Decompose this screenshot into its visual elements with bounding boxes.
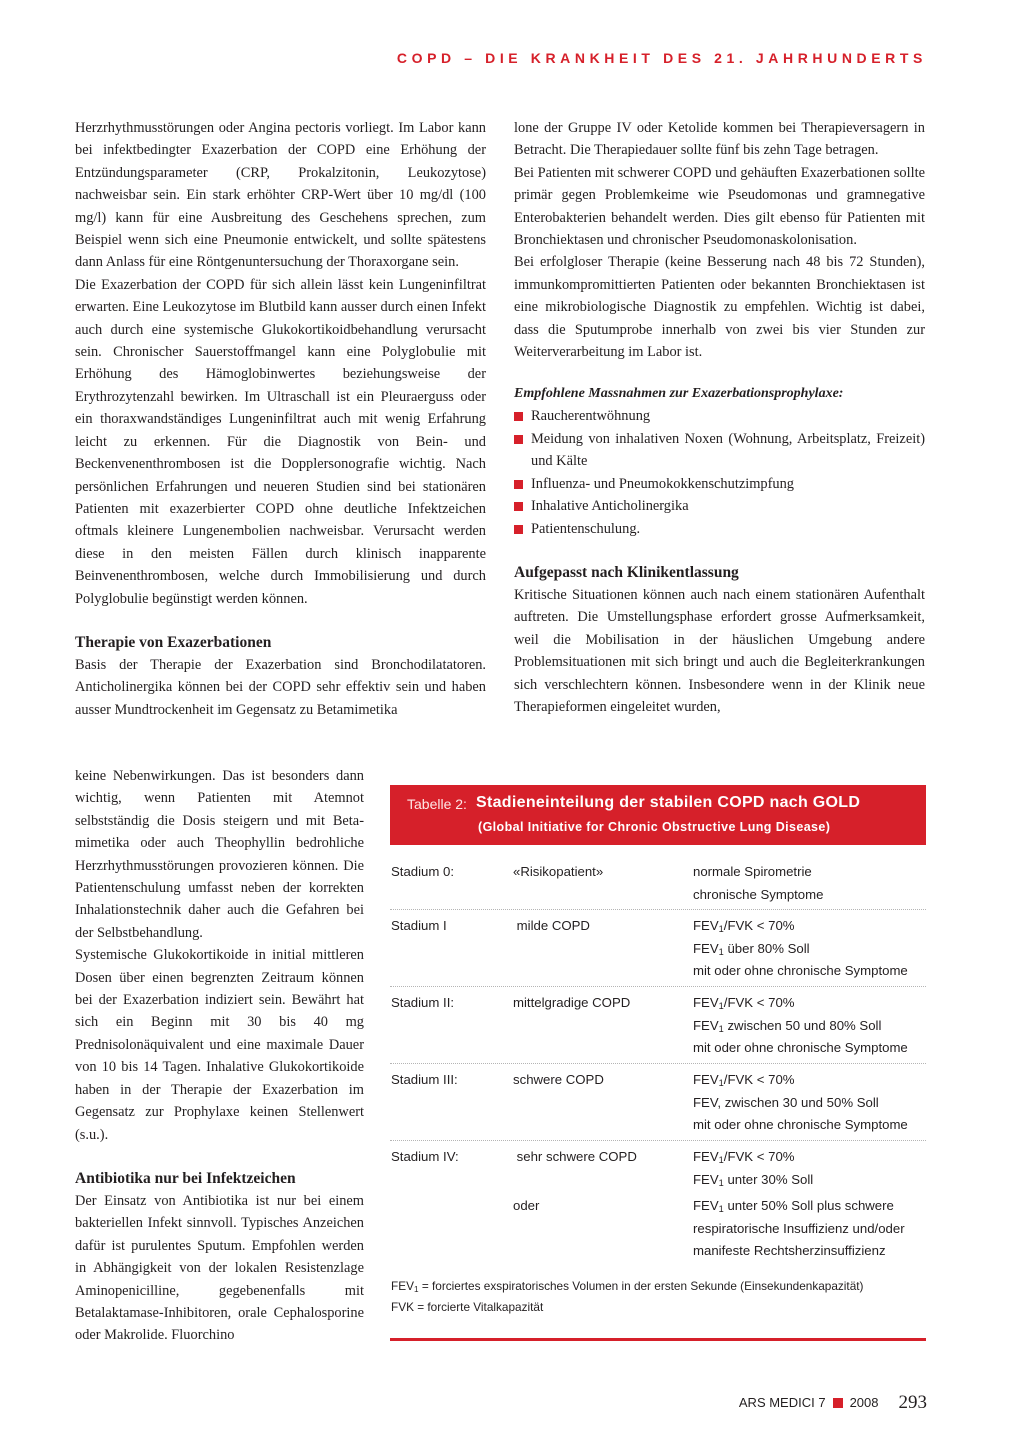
stage-criteria: $FEV_1$/FVK < 70% $FEV_1$ über 80% Soll mit oder ohne chronische Symptome xyxy=(693,918,908,978)
stage-criteria: $FEV_1$/FVK < 70% $FEV_1$ zwischen 50 und 80% Soll mit oder ohne chronische Symptome xyxy=(693,995,908,1055)
stage-name: sehr schwere COPD xyxy=(513,1149,637,1164)
right-paragraph-3: Bei erfolgloser Therapie (keine Besserung nach 48 bis 72 Stunden), immunkompromittierten Patienten oder bekannten Bronchiektasen ist eine mikrobiologische Diagnostik zu empfehlen. Wichtig ist dabei, dass die Sputumprobe innerhalb von zwei bis vier Stunden zur Weiterverarbeitung im Labor ist. xyxy=(514,254,925,361)
list-item: Influenza- und Pneumokokkenschutzimpfung xyxy=(514,473,925,495)
table-header xyxy=(390,785,926,845)
list-item: Raucherentwöhnung xyxy=(514,405,925,427)
left-paragraph-3-continued: keine Nebenwirkungen. Das ist besonders dann wichtig, wenn Patienten mit Atemnot selbstständig die Dosis steigern und mit Betamimetika oder auch Theophyllin bedrohliche Herzrhythmusstörungen provozieren können. Die Patientenschulung umfasst neben der korrekten Inhalationstechnik daher auch die Gefahren bei der Selbstbehandlung. xyxy=(75,768,364,941)
left-paragraph-4: Systemische Glukokortikoide in initial mittleren Dosen über einen begrenzten Zeitraum können bei der Exazerbation indiziert sein. Bewährt hat sich ein Beginn mit 30 bis 40 mg Prednisolonäquivalent und eine maximale Dauer von 10 bis 14 Tagen. Inhalative Glukokortikoide haben in der Therapie der Exazerbation im Gegensatz zur Prophylaxe keinen Stellenwert (s.u.). xyxy=(75,947,364,1143)
stage-criteria: $FEV_1$/FVK < 70% FEV, zwischen 30 und 50% Soll mit oder ohne chronische Symptome xyxy=(693,1072,908,1132)
stage-name: milde COPD xyxy=(513,918,590,933)
stage-label: Stadium III: xyxy=(391,1072,458,1087)
prophylaxe-heading: Empfohlene Massnahmen zur Exazerbationsprophylaxe: xyxy=(514,386,844,402)
stage-or: oder xyxy=(513,1198,540,1213)
row-divider xyxy=(390,1140,926,1141)
right-paragraph-4: Kritische Situationen können auch nach einem stationären Aufenthalt auftreten. Die Umstellungsphase erfordert grosse Aufmerksamkeit, weil die Mobilisation in der häuslichen Umgebung andere Problemsituationen mit sich bringt und auch die Begleiterkrankungen sich verschlechtern können. Insbesondere wenn in der Klinik neue Therapieformen eingeleitet wurden, xyxy=(514,586,925,715)
list-item: Inhalative Anticholinergika xyxy=(514,495,925,517)
right-column xyxy=(514,117,925,718)
right-paragraph-2: Bei Patienten mit schwerer COPD und gehäuften Exazerbationen sollte primär gegen Problemkeime wie Pseudomonas und gramnegative Enterobakterien behandelt werden. Dies gilt ebenso für Patienten mit Bronchiektasen und chronischer Pseudomonaskolonisation. xyxy=(514,164,925,249)
table-footnote-fvk: FVK = forcierte Vitalkapazität xyxy=(391,1300,544,1314)
table-subtitle: (Global Initiative for Chronic Obstructive Lung Disease) xyxy=(478,820,831,834)
row-divider xyxy=(390,909,926,910)
page-number: 293 xyxy=(898,1392,927,1413)
table-title: Stadieneinteilung der stabilen COPD nach GOLD xyxy=(476,794,861,811)
bullet-square-icon xyxy=(514,412,523,421)
left-paragraph-3: Basis der Therapie der Exazerbation sind Bronchodilatatoren. Anticholinergika können bei der COPD sehr effektiv sein und haben ausser Mundtrockenheit im Gegensatz zu Betamimetika xyxy=(75,656,486,718)
running-header: COPD – DIE KRANKHEIT DES 21. JAHRHUNDERTS xyxy=(396,50,927,66)
stage-name: «Risikopatient» xyxy=(513,864,604,879)
heading-antibiotika: Antibiotika nur bei Infektzeichen xyxy=(75,1169,296,1187)
prophylaxe-list xyxy=(514,405,925,539)
left-paragraph-5: Der Einsatz von Antibiotika ist nur bei einem bakteriellen Infekt sinnvoll. Typisches Anzeichen dafür ist purulentes Sputum. Empfohlen werden in Abhängigkeit von der lokalen Resistenzlage Aminopenicilline, gegebenenfalls mit Betalaktamase-Inhibitoren, orale Cephalosporine oder Makrolide. Fluorchino xyxy=(75,1192,364,1344)
page-footer xyxy=(739,1392,927,1414)
table-footnote-fev1: $FEV_1$ = forciertes exspiratorisches Volumen in der ersten Sekunde (Einsekundenkapazität) xyxy=(391,1279,864,1294)
heading-klinikentlassung: Aufgepasst nach Klinikentlassung xyxy=(514,563,739,581)
list-item: Patientenschulung. xyxy=(514,518,925,540)
stage-label: Stadium II: xyxy=(391,995,455,1010)
table-label: Tabelle 2: xyxy=(407,796,467,812)
stage-name: mittelgradige COPD xyxy=(513,995,631,1010)
left-column-narrow xyxy=(75,765,364,1347)
stage-label: Stadium I xyxy=(391,918,447,933)
left-paragraph-2: Die Exazerbation der COPD für sich allein lässt kein Lungeninfiltrat erwarten. Eine Leukozytose im Blutbild kann ausser durch einen Infekt auch durch eine systemische Glukokortikoidbehandlung verursacht sein. Chronischer Sauerstoffmangel kann eine Polyglobulie mit Erhöhung des Hämoglobinwertes beziehungsweise der Erythrozytenzahl bewirken. Im Ultraschall ist ein Pleuraerguss oder ein thoraxwandständiges Lungeninfiltrat auch mit wenig Erfahrung leicht zu erkennen. Für die Diagnostik von Bein- und Beckenvenenthrombosen ist die Dopplersonografie wichtig. Nach persönlichen Erfahrungen und neueren Studien sind bei stationären Patienten mit exazerbierter COPD ohne deutliche Infektzeichen oftmals kleinere Lungenembolien nachweisbar. Verursacht werden diese in den meisten Fällen durch klinisch inapparente Beinvenenthrombosen, welche durch Immobilisierung und durch Polyglobulie begünstigt werden können. xyxy=(75,276,486,607)
table-bottom-rule xyxy=(390,1338,926,1341)
stage-label: Stadium IV: xyxy=(391,1149,459,1164)
left-paragraph-1: Herzrhythmusstörungen oder Angina pectoris vorliegt. Im Labor kann bei infektbedingter Exazerbation der COPD eine Erhöhung der Entzündungsparameter (CRP, Prokalzitonin, Leukozytose) nachweisbar sein. Ein stark erhöhter CRP-Wert über 10 mg/dl (100 mg/l) kann für eine Ausbreitung des Geschehens sprechen, zum Beispiel wenn sich eine Pneumonie entwickelt, und sollte spätestens dann Anlass für eine Röntgenuntersuchung der Thoraxorgane sein. xyxy=(75,120,486,271)
row-divider xyxy=(390,986,926,987)
stage-criteria-alt: $FEV_1$ unter 50% Soll plus schwere respiratorische Insuffizienz und/oder manifeste Rechtsherzinsuffizienz xyxy=(693,1198,905,1258)
bullet-square-icon xyxy=(514,480,523,489)
journal-year: 2008 xyxy=(849,1395,879,1410)
stage-label: Stadium 0: xyxy=(391,864,455,879)
row-divider xyxy=(390,1063,926,1064)
stage-criteria: $FEV_1$/FVK < 70% $FEV_1$ unter 30% Soll xyxy=(693,1149,814,1188)
heading-therapie: Therapie von Exazerbationen xyxy=(75,633,272,651)
stage-name: schwere COPD xyxy=(513,1072,604,1087)
journal-name: ARS MEDICI 7 xyxy=(738,1395,826,1410)
bullet-square-icon xyxy=(514,435,523,444)
stage-criteria: normale Spirometrie chronische Symptome xyxy=(693,864,824,902)
right-paragraph-1: lone der Gruppe IV oder Ketolide kommen bei Therapieversagern in Betracht. Die Therapiedauer sollte fünf bis zehn Tage betragen. xyxy=(514,120,925,159)
left-column xyxy=(75,117,486,721)
list-item: Meidung von inhalativen Noxen (Wohnung, Arbeitsplatz, Freizeit) und Kälte xyxy=(514,428,925,473)
table-gold-stages xyxy=(390,785,926,1341)
bullet-square-icon xyxy=(514,525,523,534)
bullet-square-icon xyxy=(514,502,523,511)
square-separator-icon xyxy=(833,1398,843,1408)
